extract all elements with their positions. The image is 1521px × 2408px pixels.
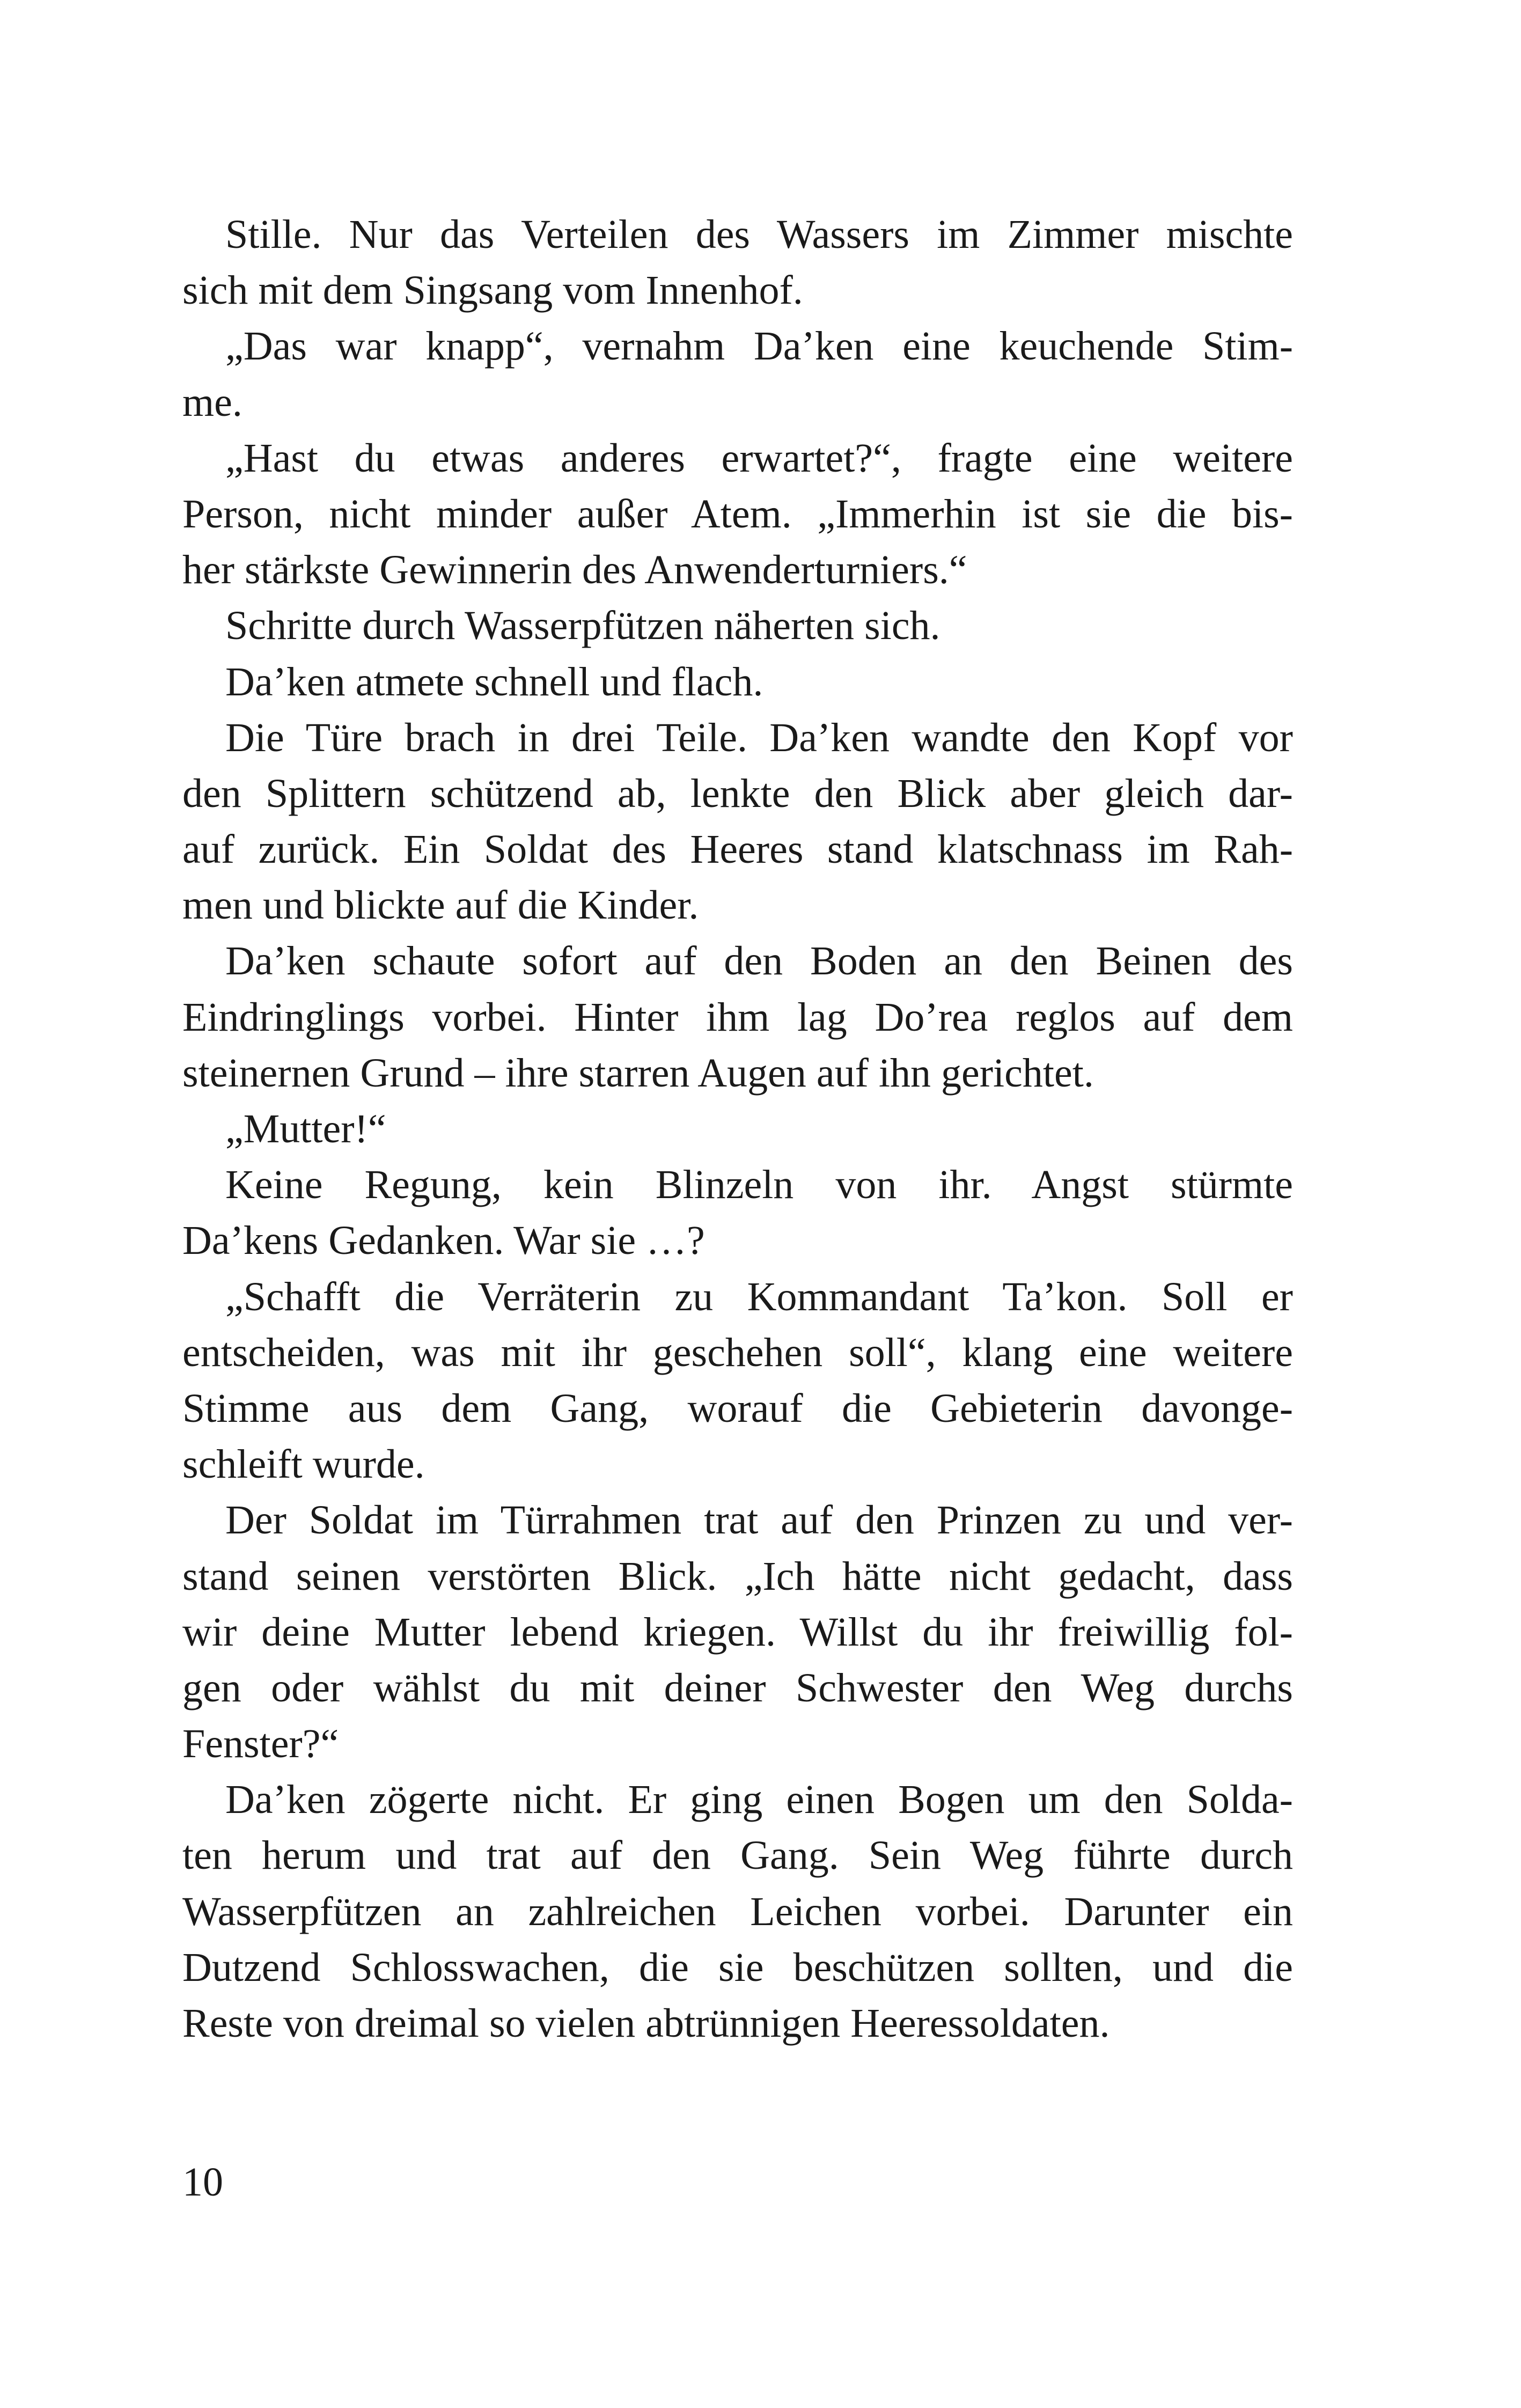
body-text [182, 207, 1293, 2051]
text-line: Da’kens Gedanken. War sie …? [182, 1218, 705, 1264]
text-line: steinernen Grund – ihre starren Augen auf ihn gerichtet. [182, 1050, 1094, 1096]
text-line: „Hast du etwas anderes erwartet?“, fragte eine weitere [225, 435, 1293, 481]
text-line: me. [182, 379, 243, 425]
text-line: Dutzend Schlosswachen, die sie beschützen sollten, und die [182, 1944, 1293, 1990]
text-line: Eindringlings vorbei. Hinter ihm lag Do’rea reglos auf dem [182, 994, 1293, 1040]
text-line: Person, nicht minder außer Atem. „Immerhin ist sie die bis- [182, 491, 1293, 537]
text-line: Da’ken schaute sofort auf den Boden an den Beinen des [225, 938, 1293, 984]
text-line: Da’ken atmete schnell und flach. [225, 659, 763, 704]
text-line: stand seinen verstörten Blick. „Ich hätte nicht gedacht, dass [182, 1553, 1293, 1599]
text-line: men und blickte auf die Kinder. [182, 883, 699, 928]
text-line: den Splittern schützend ab, lenkte den Blick aber gleich dar- [182, 770, 1293, 816]
text-line: Schritte durch Wasserpfützen näherten sich. [225, 603, 940, 649]
text-line: wir deine Mutter lebend kriegen. Willst du ihr freiwillig fol- [182, 1609, 1293, 1655]
text-line: Der Soldat im Türrahmen trat auf den Prinzen zu und ver- [225, 1497, 1293, 1543]
text-line: Stimme aus dem Gang, worauf die Gebieterin davonge- [182, 1385, 1293, 1431]
page-number: 10 [182, 2160, 223, 2205]
text-line: sich mit dem Singsang vom Innenhof. [182, 268, 803, 313]
text-line: „Das war knapp“, vernahm Da’ken eine keuchende Stim- [225, 324, 1293, 369]
text-line: Wasserpfützen an zahlreichen Leichen vorbei. Darunter ein [182, 1889, 1293, 1934]
text-line: gen oder wählst du mit deiner Schwester den Weg durchs [182, 1665, 1293, 1710]
text-line: Reste von dreimal so vielen abtrünnigen Heeressoldaten. [182, 2001, 1110, 2046]
text-line: „Schafft die Verräterin zu Kommandant Ta’kon. Soll er [225, 1274, 1293, 1319]
text-line: „Mutter!“ [225, 1106, 386, 1151]
text-line: auf zurück. Ein Soldat des Heeres stand klatschnass im Rah- [182, 827, 1293, 872]
text-line: Keine Regung, kein Blinzeln von ihr. Angst stürmte [225, 1162, 1293, 1208]
text-line: Da’ken zögerte nicht. Er ging einen Bogen um den Solda- [225, 1777, 1293, 1823]
text-line: ten herum und trat auf den Gang. Sein Weg führte durch [182, 1833, 1293, 1878]
text-line: Fenster?“ [182, 1721, 339, 1767]
text-line: schleift wurde. [182, 1442, 425, 1487]
text-line: Stille. Nur das Verteilen des Wassers im Zimmer mischte [225, 212, 1293, 257]
text-line: her stärkste Gewinnerin des Anwenderturniers.“ [182, 547, 967, 593]
text-line: entscheiden, was mit ihr geschehen soll“, klang eine weitere [182, 1330, 1293, 1375]
text-line: Die Türe brach in drei Teile. Da’ken wandte den Kopf vor [225, 715, 1293, 760]
